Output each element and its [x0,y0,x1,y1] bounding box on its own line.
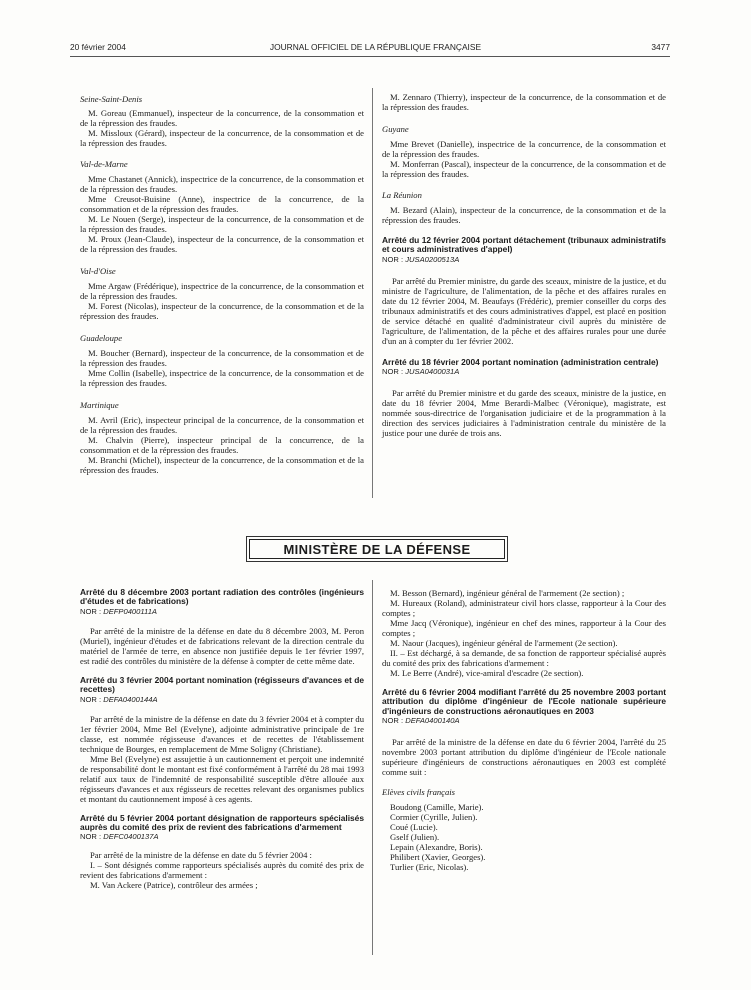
paragraph: M. Boucher (Bernard), inspecteur de la concurrence, de la consommation et de la répression des fraudes. [80,348,364,368]
decree-body: I. – Sont désignés comme rapporteurs spécialisés auprès du comité des prix de revient des fabrications d'armement : [80,860,364,881]
ministry-title: MINISTÈRE DE LA DÉFENSE [249,539,505,559]
decree-body: Par arrêté du Premier ministre et du garde des sceaux, ministre de la justice, en date du 18 février 2004, Mme Berardi-Malbec (Véronique), magistrate, est nommée sous-directrice de l'organisation judiciaire et de la programmation à la direction des services judiciaires à l'administration centrale du ministère de la justice pour une durée de trois ans. [382,388,666,439]
nor-code: JUSA0200513A [405,254,460,264]
paragraph: M. Branchi (Michel), inspecteur de la concurrence, de la consommation et de la répression des fraudes. [80,455,364,475]
student-entry: Lepain (Alexandre, Boris). [390,842,483,853]
student-entry: Cormier (Cyrille, Julien). [390,812,478,823]
paragraph: M. Naour (Jacques), ingénieur général de l'armement (2e section). [390,638,618,648]
decree-title: Arrêté du 5 février 2004 portant désignation de rapporteurs spécialisés auprès du comité des prix de revient des fabrications d'armement [80,812,364,833]
paragraph: M. Le Berre (André), vice-amiral d'escadre (2e section). [390,668,584,678]
paragraph: M. Avril (Eric), inspecteur principal de la concurrence, de la consommation et de la répression des fraudes. [80,415,364,435]
student-entry: Gself (Julien). [390,832,440,843]
header-journal-title: JOURNAL OFFICIEL DE LA RÉPUBLIQUE FRANÇAISE [269,42,482,52]
ministry-banner [246,536,508,562]
decree-title: Arrêté du 3 février 2004 portant nomination (régisseurs d'avances et de recettes) [80,674,364,695]
decree-body: Par arrêté de la ministre de la défense en date du 8 décembre 2003, M. Peron (Muriel), ingénieur d'études et de fabrications relevant de la direction centrale du matériel de l'armée de terre, en absence non justifiée depuis le 1er février 1997, est radié des contrôles du ministère de la défense à compter de cette même date. [80,625,364,666]
paragraph: M. Besson (Bernard), ingénieur général de l'armement (2e section) ; [390,588,625,598]
paragraph: Mme Argaw (Frédérique), inspectrice de la concurrence, de la consommation et de la répression des fraudes. [80,281,364,301]
region-heading: Guadeloupe [80,333,123,343]
nor-code: JUSA0400031A [405,367,460,377]
bottom-right-column [382,588,666,872]
decree-body: Par arrêté de la ministre de la défense en date du 6 février 2004, l'arrêté du 25 novembre 2003 portant attribution du diplôme d'ingénieur de l'Ecole nationale supérieure d'ingénieurs de constructions aéronautiques en 2003 est complété comme suit : [382,737,666,778]
paragraph: II. – Est déchargé, à sa demande, de sa fonction de rapporteur spécialisé auprès du comité des prix des fabrications d'armement : [382,648,666,668]
paragraph: Mme Chastanet (Annick), inspectrice de la concurrence, de la consommation et de la répression des fraudes. [80,174,364,194]
paragraph: Mme Creusot-Buisine (Anne), inspectrice de la concurrence, de la consommation et de la répression des fraudes. [80,194,364,214]
decree-body: Par arrêté de la ministre de la défense en date du 5 février 2004 : [90,850,312,861]
paragraph: M. Hureaux (Roland), administrateur civil hors classe, rapporteur à la Cour des comptes ; [382,598,666,618]
region-heading: Seine-Saint-Denis [80,94,143,104]
paragraph: M. Monferran (Pascal), inspecteur de la concurrence, de la consommation et de la répression des fraudes. [382,159,666,179]
paragraph: M. Le Nouen (Serge), inspecteur de la concurrence, de la consommation et de la répression des fraudes. [80,214,364,234]
paragraph: M. Proux (Jean-Claude), inspecteur de la concurrence, de la consommation et de la répression des fraudes. [80,234,364,254]
nor-reference [382,367,666,377]
header-date: 20 février 2004 [70,42,126,52]
top-left-column [80,92,364,475]
column-divider-top [372,88,373,498]
region-heading: La Réunion [382,190,422,200]
paragraph: M. Bezard (Alain), inspecteur de la concurrence, de la consommation et de la répression des fraudes. [382,205,666,225]
decree-title: Arrêté du 6 février 2004 modifiant l'arrêté du 25 novembre 2003 portant attribution du diplôme d'ingénieur de l'Ecole nationale supérieure d'ingénieurs de constructions aéronautiques en 2003 [382,687,666,716]
nor-code: DEFC0400137A [103,832,159,842]
paragraph: M. Forest (Nicolas), inspecteur de la concurrence, de la consommation et de la répression des fraudes. [80,301,364,321]
nor-reference [382,716,666,726]
nor-label: NOR : [382,716,404,726]
nor-label: NOR : [80,606,102,616]
region-heading: Guyane [382,124,409,134]
student-entry: Turlier (Eric, Nicolas). [390,862,469,873]
paragraph: Mme Collin (Isabelle), inspectrice de la concurrence, de la consommation et de la répression des fraudes. [80,368,364,388]
column-divider-bottom [372,580,373,955]
decree-body: M. Van Ackere (Patrice), contrôleur des armées ; [90,880,258,891]
region-heading: Martinique [80,400,119,410]
paragraph: M. Zennaro (Thierry), inspecteur de la concurrence, de la consommation et de la répression des fraudes. [382,92,666,112]
region-heading: Val-d'Oise [80,266,116,276]
bottom-left-column [80,588,364,890]
nor-code: DEFP0400111A [103,606,157,616]
paragraph: M. Goreau (Emmanuel), inspecteur de la concurrence, de la consommation et de la répression des fraudes. [80,108,364,128]
paragraph: M. Missloux (Gérard), inspecteur de la concurrence, de la consommation et de la répression des fraudes. [80,128,364,148]
top-right-column [382,92,666,438]
student-entry: Philibert (Xavier, Georges). [390,852,486,863]
students-heading: Elèves civils français [382,787,456,798]
paragraph: Mme Jacq (Véronique), ingénieur en chef des mines, rapporteur à la Cour des comptes ; [382,618,666,638]
region-heading: Val-de-Marne [80,159,128,169]
student-entry: Coué (Lucie). [390,822,438,833]
nor-label: NOR : [80,832,102,842]
nor-reference [80,607,364,617]
header-page-number: 3477 [651,42,670,52]
nor-label: NOR : [382,254,404,264]
decree-title: Arrêté du 8 décembre 2003 portant radiation des contrôles (ingénieurs d'études et de fabrications) [80,587,364,607]
decree-title: Arrêté du 18 février 2004 portant nomination (administration centrale) [382,356,659,367]
nor-label: NOR : [80,694,102,704]
nor-label: NOR : [382,367,404,377]
nor-code: DEFA0400140A [405,716,460,726]
decree-body: Par arrêté de la ministre de la défense en date du 3 février 2004 et à compter du 1er février 2004, Mme Bel (Evelyne), adjointe administrative principale de 1re classe, est nommée régisseuse d'avances et de recettes de l'établissement technique de Bourges, en remplacement de Mme Soligny (Christiane). [80,713,364,754]
paragraph: M. Chalvin (Pierre), inspecteur principal de la concurrence, de la consommation et de la répression des fraudes. [80,435,364,455]
paragraph: Mme Brevet (Danielle), inspectrice de la concurrence, de la consommation et de la répression des fraudes. [382,139,666,159]
nor-reference [382,255,666,265]
decree-body: Par arrêté du Premier ministre, du garde des sceaux, ministre de la justice, et du ministre de l'agriculture, de l'alimentation, de la pêche et des affaires rurales en date du 12 février 2004, M. Beaufays (Frédéric), premier conseiller du corps des tribunaux administratifs et des cours administratives d'appel, est placé en position de service détaché en qualité d'administrateur civil auprès du ministère de l'agriculture, de l'alimentation, de la pêche et des affaires rurales pour une durée d'un an à compter du 1er février 2002. [382,275,666,346]
student-entry: Boudong (Camille, Marie). [390,802,484,813]
decree-body: Mme Bel (Evelyne) est assujettie à un cautionnement et perçoit une indemnité de responsabilité dont le montant est fixé conformément à l'arrêté du 28 mai 1993 relatif aux taux de l'indemnité de responsabilité susceptible d'être allouée aux régisseurs d'avances et aux régisseurs de recettes relevant des organismes publics et montant du cautionnement imposé à ces agents. [80,753,364,804]
header-rule [70,56,670,57]
nor-code: DEFA0400144A [103,694,158,704]
nor-reference [80,695,364,705]
decree-title: Arrêté du 12 février 2004 portant détachement (tribunaux administratifs et cours administratives d'appel) [382,235,666,255]
nor-reference [80,832,364,842]
student-list [382,802,666,872]
